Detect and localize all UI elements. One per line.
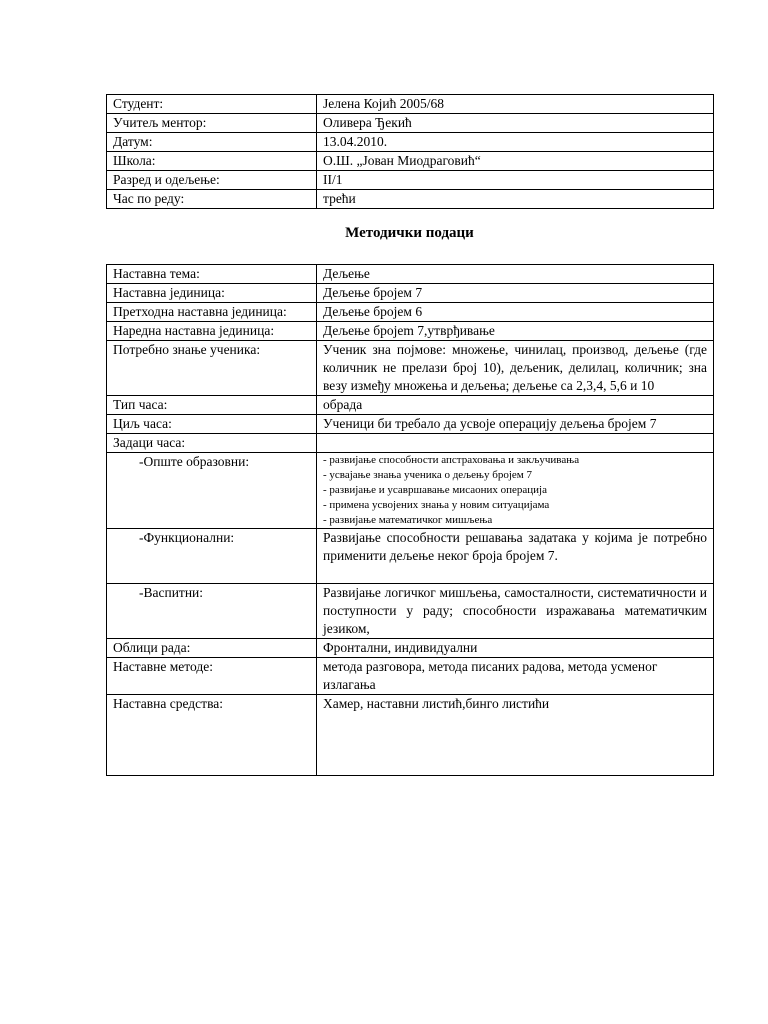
table-row [107,284,714,303]
table-row [107,133,714,152]
table-row [107,396,714,415]
list-item: - усвајање знања ученика о дељењу бројем 7 [323,469,533,481]
lesson-goal-label: Циљ часа: [107,415,317,434]
topic-value: Дељење [317,265,714,284]
table-row [107,584,714,639]
student-value: Јелена Којић 2005/68 [317,95,714,114]
table-row [107,415,714,434]
lesson-type-value: обрада [317,396,714,415]
student-info-table [106,94,714,209]
school-value: О.Ш. „Јован Миодраговић“ [317,152,714,171]
lesson-goal-value: Ученици би требало да усвоје операцију дељења бројем 7 [317,415,714,434]
list-item: - развијање математичког мишљења [323,514,493,526]
student-label: Студент: [107,95,317,114]
teaching-aids-label: Наставна средства: [107,695,317,776]
functional-value: Развијање способности решавања задатака у којима је потребно применити дељење неког броја бројем 7. [317,529,714,584]
table-row [107,658,714,695]
teaching-aids-value: Хамер, наставни листић,бинго листићи [317,695,714,776]
required-knowledge-label: Потребно знање ученика: [107,341,317,396]
teaching-methods-value: метода разговора, метода писаних радова, метода усменог излагања [317,658,714,695]
table-row [107,695,714,776]
date-label: Датум: [107,133,317,152]
functional-label: -Функционални: [107,529,317,584]
table-row [107,190,714,209]
class-value: II/1 [317,171,714,190]
section-title: Методички подаци [345,225,474,241]
lesson-tasks-label: Задаци часа: [107,434,317,453]
mentor-label: Учитељ ментор: [107,114,317,133]
unit-value: Дељење бројем 7 [317,284,714,303]
previous-unit-label: Претходна наставна јединица: [107,303,317,322]
list-item: - развијање и усавршавање мисаоних операција [323,484,547,496]
table-row [107,341,714,396]
lesson-order-label: Час по реду: [107,190,317,209]
previous-unit-value: Дељење бројем 6 [317,303,714,322]
methodical-data-table [106,264,714,776]
class-label: Разред и одељење: [107,171,317,190]
table-row [107,434,714,453]
list-item: - примена усвојених знања у новим ситуацијама [323,499,550,511]
unit-label: Наставна јединица: [107,284,317,303]
mentor-value: Оливера Ђекић [317,114,714,133]
table-row [107,529,714,584]
next-unit-label: Наредна наставна јединица: [107,322,317,341]
date-value: 13.04.2010. [317,133,714,152]
topic-label: Наставна тема: [107,265,317,284]
table-row [107,303,714,322]
table-row [107,453,714,529]
table-row [107,114,714,133]
next-unit-value: Дељење бројеm 7,утврђивање [317,322,714,341]
list-item: - развијање способности апстраховања и закључивања [323,454,580,466]
school-label: Школа: [107,152,317,171]
work-forms-label: Облици рада: [107,639,317,658]
educational-value: Развијање логичког мишљења, самосталности, систематичности и поступности у раду; способности изражавања математичким језиком, [317,584,714,639]
general-education-value [317,453,714,529]
table-row [107,322,714,341]
general-education-label: -Опште образовни: [107,453,317,529]
teaching-methods-label: Наставне методе: [107,658,317,695]
table-row [107,152,714,171]
lesson-tasks-value [317,434,714,453]
lesson-order-value: трећи [317,190,714,209]
table-row [107,639,714,658]
educational-label: -Васпитни: [107,584,317,639]
work-forms-value: Фронтални, индивидуални [317,639,714,658]
table-row [107,171,714,190]
table-row [107,265,714,284]
table-row [107,95,714,114]
required-knowledge-value: Ученик зна појмове: множење, чинилац, производ, дељење (где количник не прелази број 10), дељеник, делилац, количник; зна везу између множења и дељења; дељење са 2,3,4, 5,6 и 10 [317,341,714,396]
lesson-type-label: Тип часа: [107,396,317,415]
